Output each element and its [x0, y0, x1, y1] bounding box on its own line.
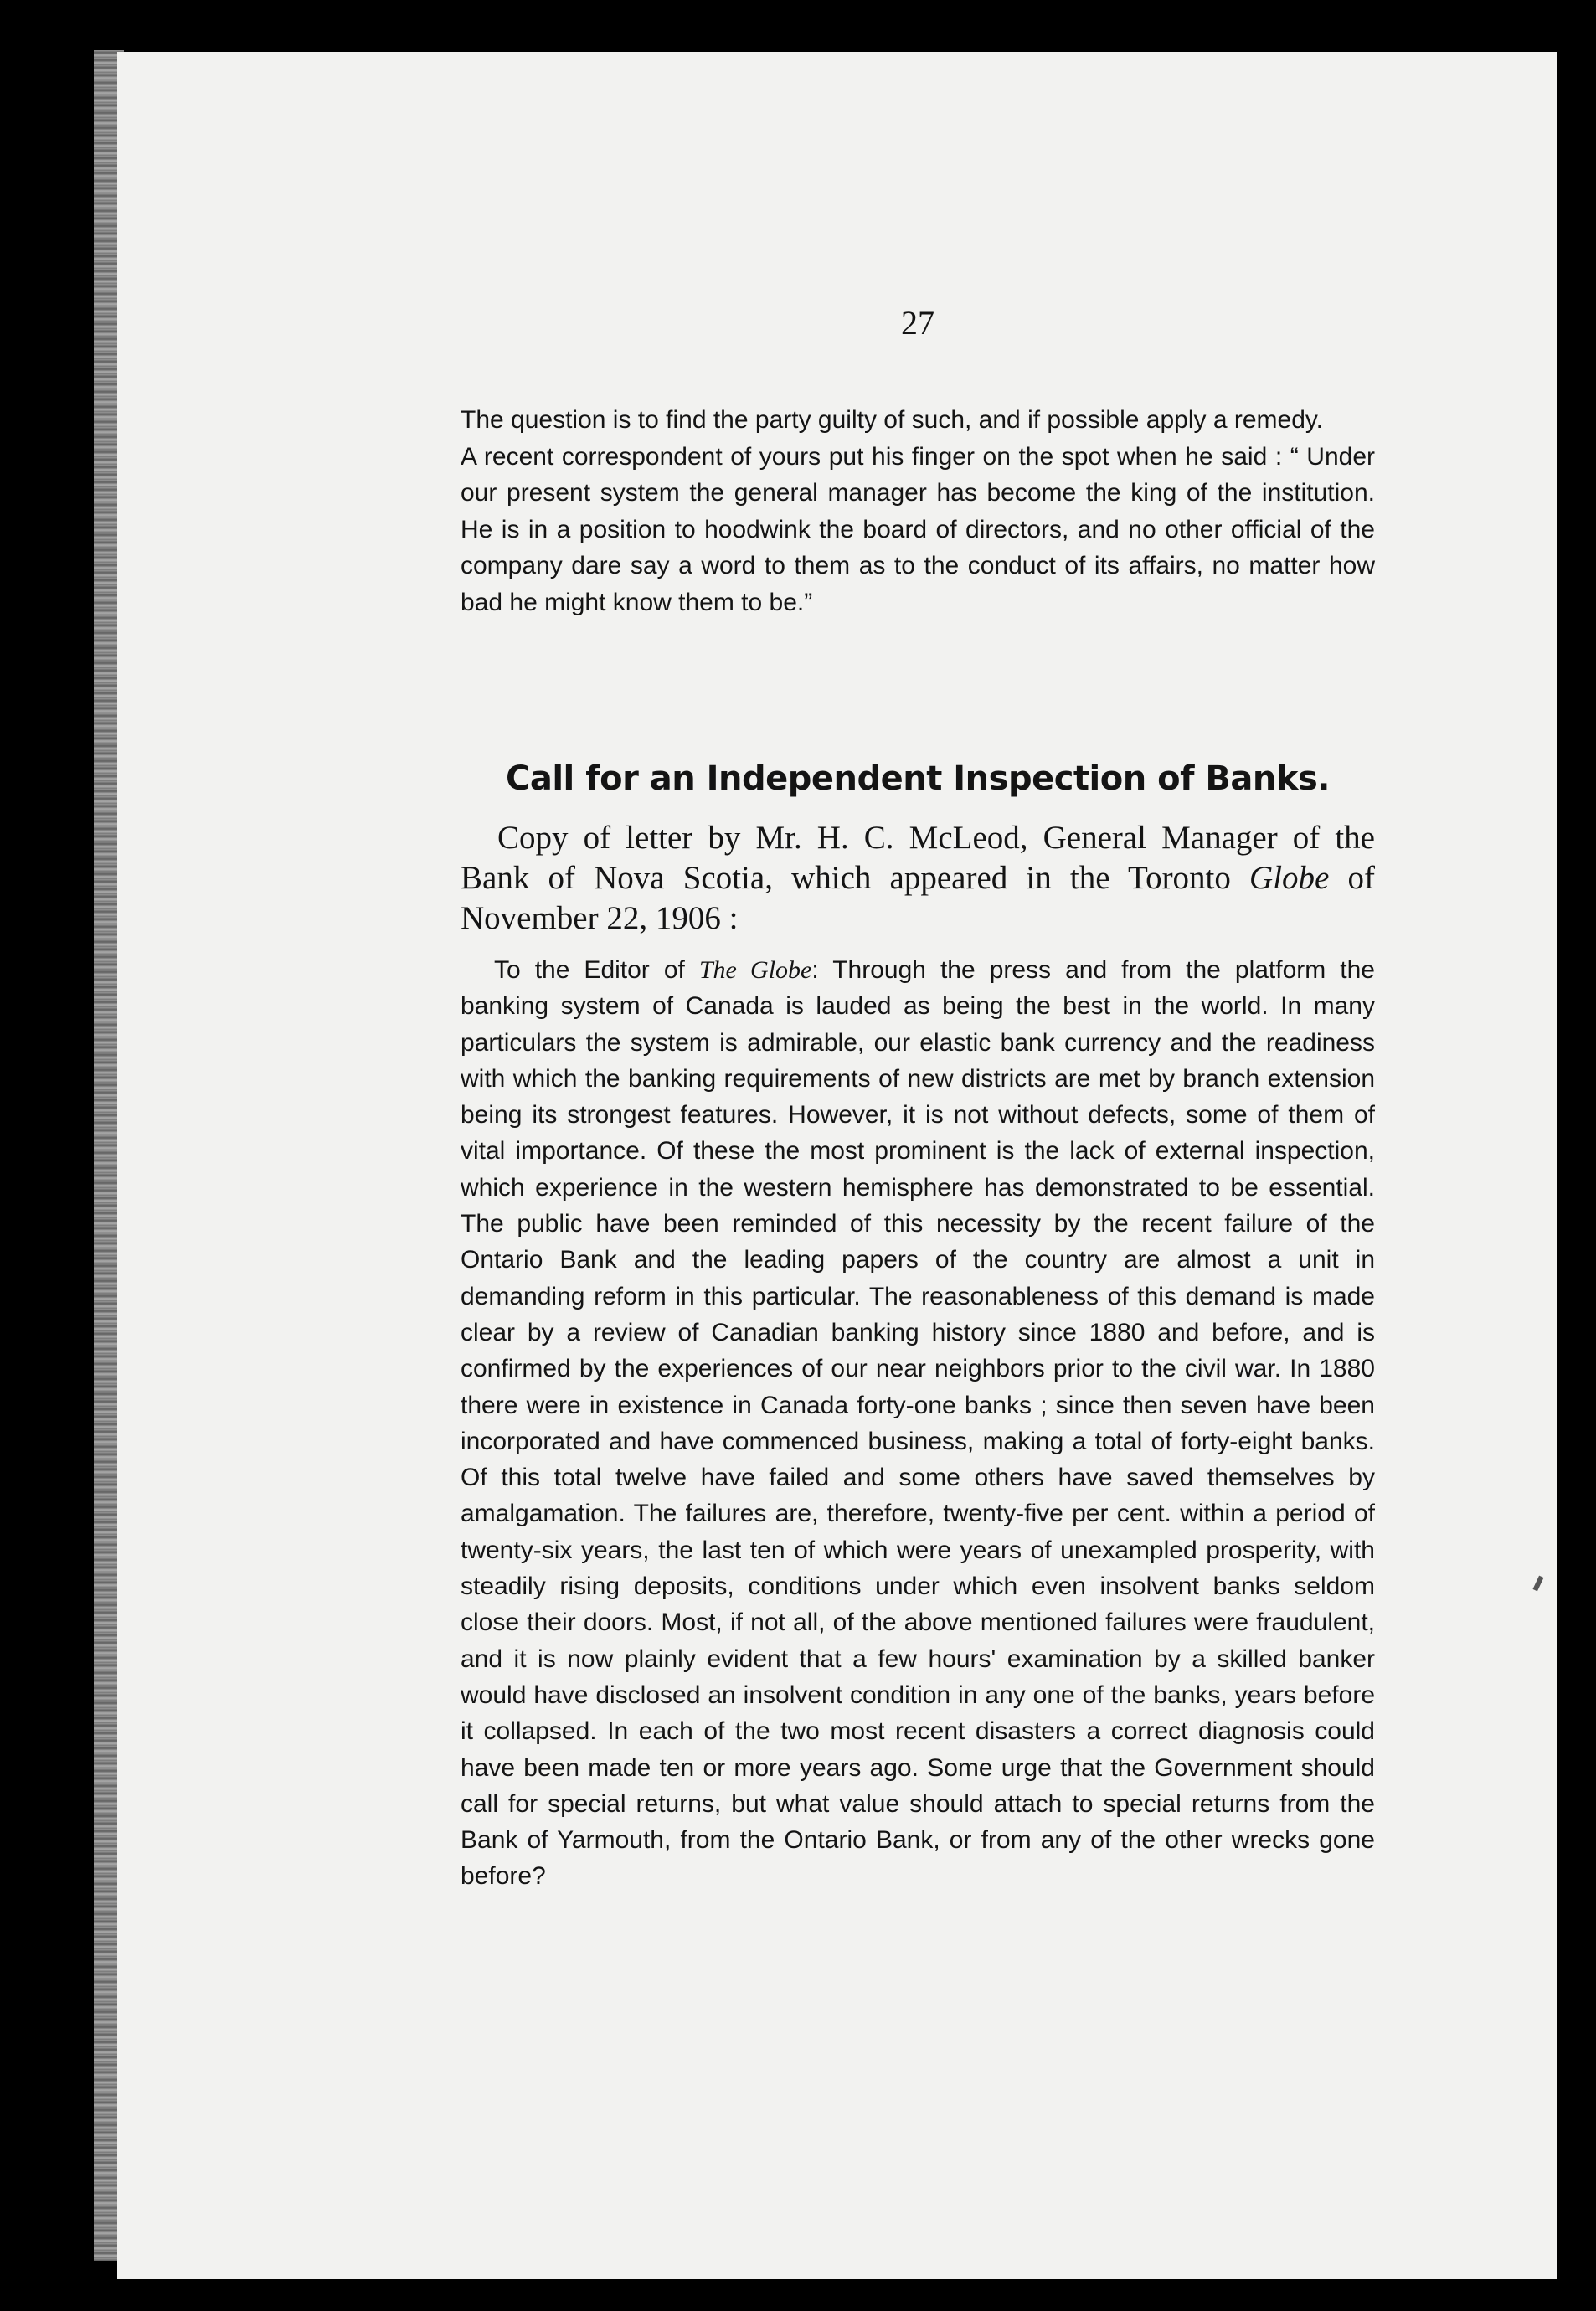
section-heading: Call for an Independent Inspection of Banks. [506, 759, 1330, 798]
salutation-prefix: To the Editor of [494, 956, 685, 984]
opening-section [461, 402, 1375, 620]
document-page [117, 52, 1557, 2279]
paragraph-correspondent [461, 439, 1375, 621]
intro-text: Copy of letter by Mr. H. C. McLeod, General Manager of the Bank of Nova Scotia, which appeared in the Toronto [461, 820, 1375, 896]
letter-introduction [461, 818, 1375, 939]
newspaper-name: Globe [1249, 860, 1330, 896]
paragraph-correspondent-text: A recent correspondent of yours put his finger on the spot when he said : “ Under our present system the general manager has become the king of the institution. He is in a position to hoodwink the board of directors, and no other official of the company dare say a word to them as to the conduct of its affairs, no matter how bad he might know them to be.” [461, 442, 1375, 616]
letter-body [461, 952, 1375, 1895]
page-number: 27 [901, 304, 934, 342]
paragraph-remedy: The question is to find the party guilty of such, and if possible apply a remedy. [461, 406, 1324, 434]
letter-text: : Through the press and from the platform the banking system of Canada is lauded as being the best in the world. In many particulars the system is admirable, our elastic bank currency and the readiness with which the banking requirements of new districts are met by branch extension being its strongest features. However, it is not without defects, some of them of vital importance. Of these the most prominent is the lack of external inspection, which experience in the western hemisphere has demonstrated to be essential. The public have been reminded of this necessity by the recent failure of the Ontario Bank and the leading papers of the country are almost a unit in demanding reform in this particular. The reasonableness of this demand is made clear by a review of Canadian banking history since 1880 and before, and is confirmed by the experiences of our near neighbors prior to the civil war. In 1880 there were in existence in Canada forty-one banks ; since then seven have been incorporated and have commenced business, making a total of forty-eight banks. Of this total twelve have failed and some others have saved themselves by amalgamation. The failures are, therefore, twenty-five per cent. within a period of twenty-six years, the last ten of which were years of unexampled prosperity, with steadily rising deposits, conditions under which even insolvent banks seldom close their doors. Most, if not all, of the above mentioned failures were fraudulent, and it is now plainly evident that a few hours' examination by a skilled banker would have disclosed an insolvent condition in any one of the banks, years before it collapsed. In each of the two most recent disasters a correct diagnosis could have been made ten or more years ago. Some urge that the Government should call for special returns, but what value should attach to special returns from the Bank of Yarmouth, from the Ontario Bank, or from any of the other wrecks gone before? [461, 956, 1375, 1891]
margin-mark [1532, 1576, 1543, 1592]
salutation-newspaper: The Globe [698, 956, 812, 984]
intro-date: of November 22, 1906 : [461, 860, 1376, 936]
